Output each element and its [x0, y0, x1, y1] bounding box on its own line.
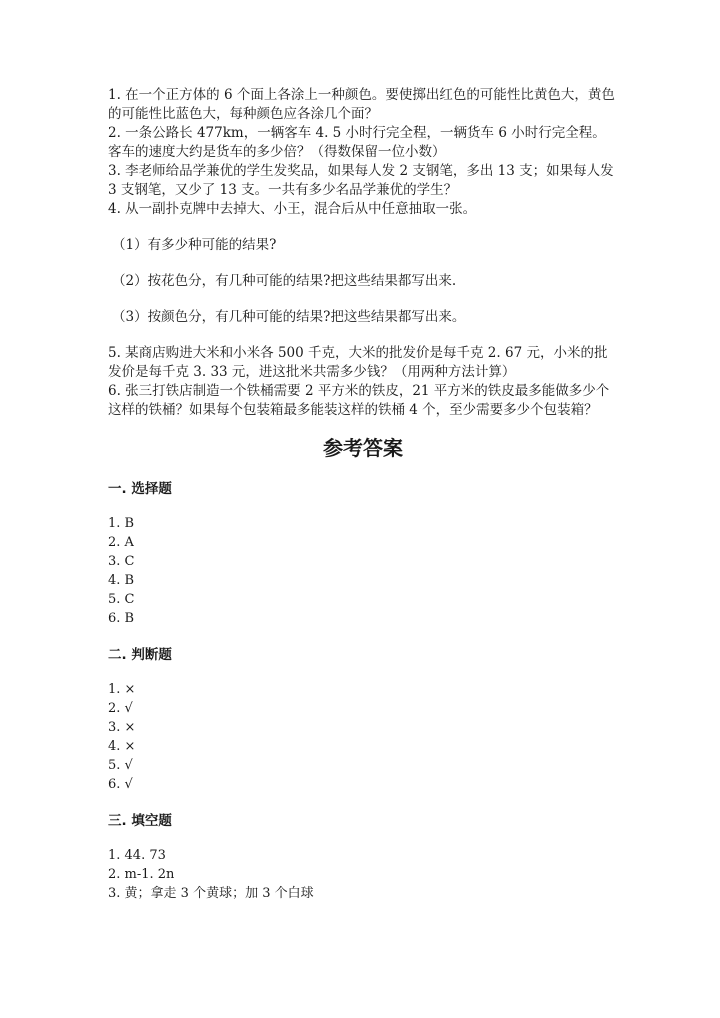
question-4: 4. 从一副扑克牌中去掉大、小王，混合后从中任意抽取一张。 [108, 201, 477, 217]
question-6: 6. 张三打铁店制造一个铁桶需要 2 平方米的铁皮，21 平方米的铁皮最多能做多少个这样的铁桶？如果每个包装箱最多能装这样的铁桶 4 个，至少需要多少个包装箱？ [108, 383, 610, 418]
question-4-part-1: （1）有多少种可能的结果? [112, 237, 277, 253]
answer-item: 4. B [108, 573, 135, 588]
section-heading-judgment: 二. 判断题 [108, 647, 172, 663]
question-2: 2. 一条公路长 477km，一辆客车 4. 5 小时行完全程，一辆货车 6 小时行完全程。客车的速度大约是货车的多少倍？（得数保留一位小数） [108, 125, 606, 160]
answer-item: 3. C [108, 554, 135, 569]
answer-item: 3. × [108, 720, 136, 735]
answer-item: 5. C [108, 592, 135, 607]
answer-item: 3. 黄；拿走 3 个黄球；加 3 个白球 [108, 886, 314, 901]
answer-item: 2. m-1. 2n [108, 867, 175, 882]
question-5: 5. 某商店购进大米和小米各 500 千克，大米的批发价是每千克 2. 67 元，小米的批发价是每千克 3. 33 元，进这批米共需多少钱？（用两种方法计算） [108, 345, 608, 380]
question-3: 3. 李老师给品学兼优的学生发奖品，如果每人发 2 支钢笔，多出 13 支；如果每人发 3 支钢笔，又少了 13 支。一共有多少名品学兼优的学生？ [108, 163, 614, 198]
document-page [108, 86, 618, 903]
answer-item: 1. 44. 73 [108, 848, 166, 863]
section-heading-choice: 一. 选择题 [108, 481, 172, 497]
answer-item: 1. × [108, 682, 136, 697]
question-4-part-3: （3）按颜色分，有几种可能的结果?把这些结果都写出来。 [112, 309, 466, 325]
answer-item: 2. √ [108, 701, 133, 716]
answer-item: 6. √ [108, 777, 133, 792]
question-1: 1. 在一个正方体的 6 个面上各涂上一种颜色。要使掷出红色的可能性比黄色大，黄色的可能性比蓝色大，每种颜色应各涂几个面？ [108, 87, 615, 122]
answer-title: 参考答案 [323, 436, 403, 460]
answer-item: 5. √ [108, 758, 133, 773]
answer-item: 1. B [108, 516, 135, 531]
section-heading-fill-blank: 三. 填空题 [108, 813, 172, 829]
answer-item: 2. A [108, 535, 134, 550]
question-4-part-2: （2）按花色分，有几种可能的结果?把这些结果都写出来. [112, 273, 457, 289]
answer-item: 4. × [108, 739, 136, 754]
answer-item: 6. B [108, 611, 135, 626]
